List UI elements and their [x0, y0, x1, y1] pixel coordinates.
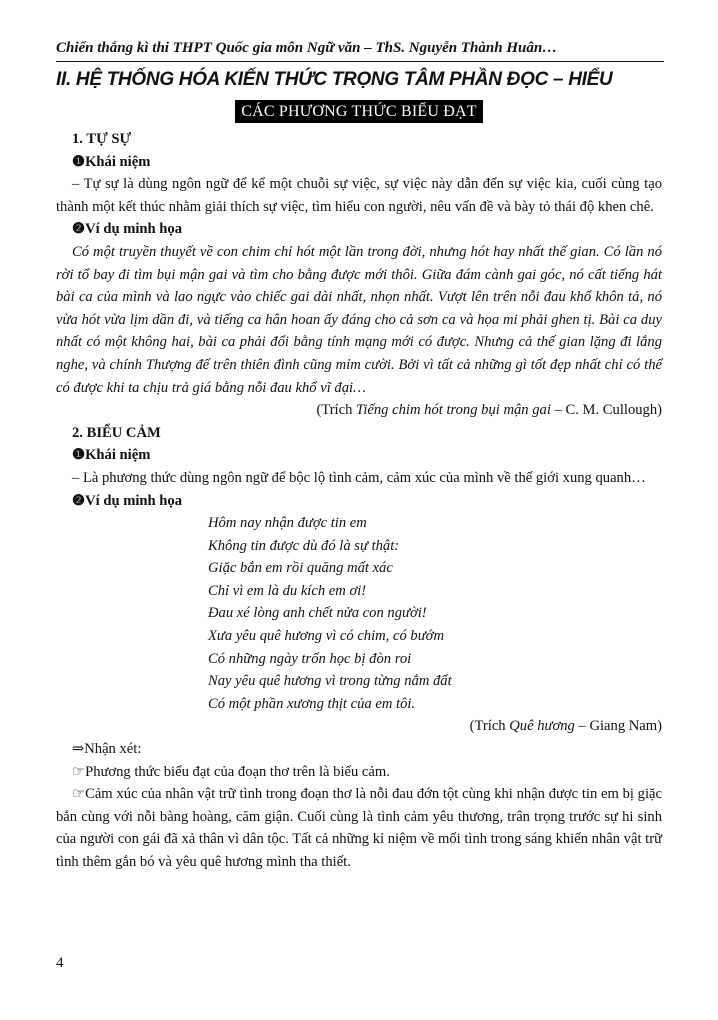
section-title: II. HỆ THỐNG HÓA KIẾN THỨC TRỌNG TÂM PHẦN ĐỌC – HIỂU [56, 69, 613, 90]
main-content [56, 128, 662, 874]
citation-prefix-2: (Trích [469, 718, 510, 735]
poem-line: Giặc bắn em rồi quăng mất xác [208, 560, 393, 577]
header-divider [56, 61, 664, 62]
poem [208, 512, 662, 715]
heading-tu-su: 1. TỰ SỰ [72, 131, 132, 147]
citation-2 [56, 715, 662, 738]
citation-suffix-1: – C. M. Cullough) [550, 402, 662, 419]
poem-line: Không tin được dù đó là sự thật: [208, 537, 400, 554]
poem-line: Nay yêu quê hương vì trong từng nắm đất [208, 673, 452, 690]
heading-bieu-cam: 2. BIỂU CẢM [72, 424, 161, 441]
concept-text-1: – Tự sự là dùng ngôn ngữ để kể một chuỗi sự việc, sự việc này dẫn đến sự việc kia, cuối cùng tạo thành một kết thúc nhằm giải thích sự việc, tìm hiểu con người, nêu vấn đề và bày tỏ thái độ khen chê. [56, 176, 662, 215]
poem-line: Có một phần xương thịt của em tôi. [208, 695, 416, 712]
citation-1 [56, 399, 662, 422]
citation-title-1: Tiếng chim hót trong bụi mận gai [356, 402, 551, 419]
poem-line: Chỉ vì em là du kích em ơi! [208, 582, 367, 599]
citation-prefix-1: (Trích [316, 402, 357, 419]
banner-row [0, 100, 718, 123]
remark-1: ☞Phương thức biểu đạt của đoạn thơ trên là biểu cảm. [72, 763, 390, 780]
subheading-concept-2: ❶Khái niệm [72, 447, 151, 464]
citation-suffix-2: – Giang Nam) [574, 718, 662, 735]
poem-line: Đau xé lòng anh chết nửa con người! [208, 605, 427, 622]
subheading-concept-1: ❶Khái niệm [72, 153, 151, 170]
remark-2: ☞Cảm xúc của nhân vật trữ tình trong đoạn thơ là nỗi đau đớn tột cùng khi nhận được tin em bị giặc bắn cùng với nỗi bàng hoàng, căm giận. Cuối cùng là tình cảm yêu thương, trân trọng trước sự hi sinh của người con gái đã xả thân vì dân tộc. Tất cả những kỉ niệm về mối tình trong sáng khiến nhân vật trữ tình thêm gắn bó và yêu quê hương mình tha thiết. [56, 786, 662, 870]
example-text-1: Có một truyền thuyết về con chim chỉ hót một lần trong đời, nhưng hót hay nhất thế gian. Có lần nó rời tổ bay đi tìm bụi mận gai và tìm cho bằng được mới thôi. Giữa đám cành gai góc, nó cất tiếng hát bài ca của mình và lao ngực vào chiếc gai dài nhất, nhọn nhất. Vượt lên trên nỗi đau khổ khôn tả, nó vừa hót vừa lịm dần đi, và tiếng ca hân hoan ấy đáng cho cả sơn ca và họa mi phải ghen tị. Bài ca duy nhất có một không hai, bài ca phải đổi bằng tính mạng mới có được. Nhưng cả thế gian lặng đi lắng nghe, và chính Thượng đế trên thiên đình cũng mỉm cười. Bởi vì tất cả những gì tốt đẹp nhất chỉ có thể có được khi ta chịu trả giá bằng nỗi đau khổ vĩ đại… [56, 243, 662, 396]
subheading-example-2: ❷Ví dụ minh họa [72, 492, 183, 509]
poem-line: Có những ngày trốn học bị đòn roi [208, 650, 412, 667]
poem-line: Xưa yêu quê hương vì có chim, có bướm [208, 628, 445, 645]
page-number: 4 [56, 955, 64, 971]
concept-text-2: – Là phương thức dùng ngôn ngữ để bộc lộ tình cảm, cảm xúc của mình về thế giới xung quanh… [72, 469, 646, 486]
poem-line: Hôm nay nhận được tin em [208, 515, 367, 532]
remark-label: ⇒Nhận xét: [72, 741, 142, 758]
subheading-example-1: ❷Ví dụ minh họa [72, 221, 183, 238]
banner-title: CÁC PHƯƠNG THỨC BIỂU ĐẠT [235, 100, 483, 123]
running-header: Chiến thắng kì thi THPT Quốc gia môn Ngữ văn – ThS. Nguyễn Thành Huân… [56, 40, 558, 56]
citation-title-2: Quê hương [509, 718, 575, 735]
